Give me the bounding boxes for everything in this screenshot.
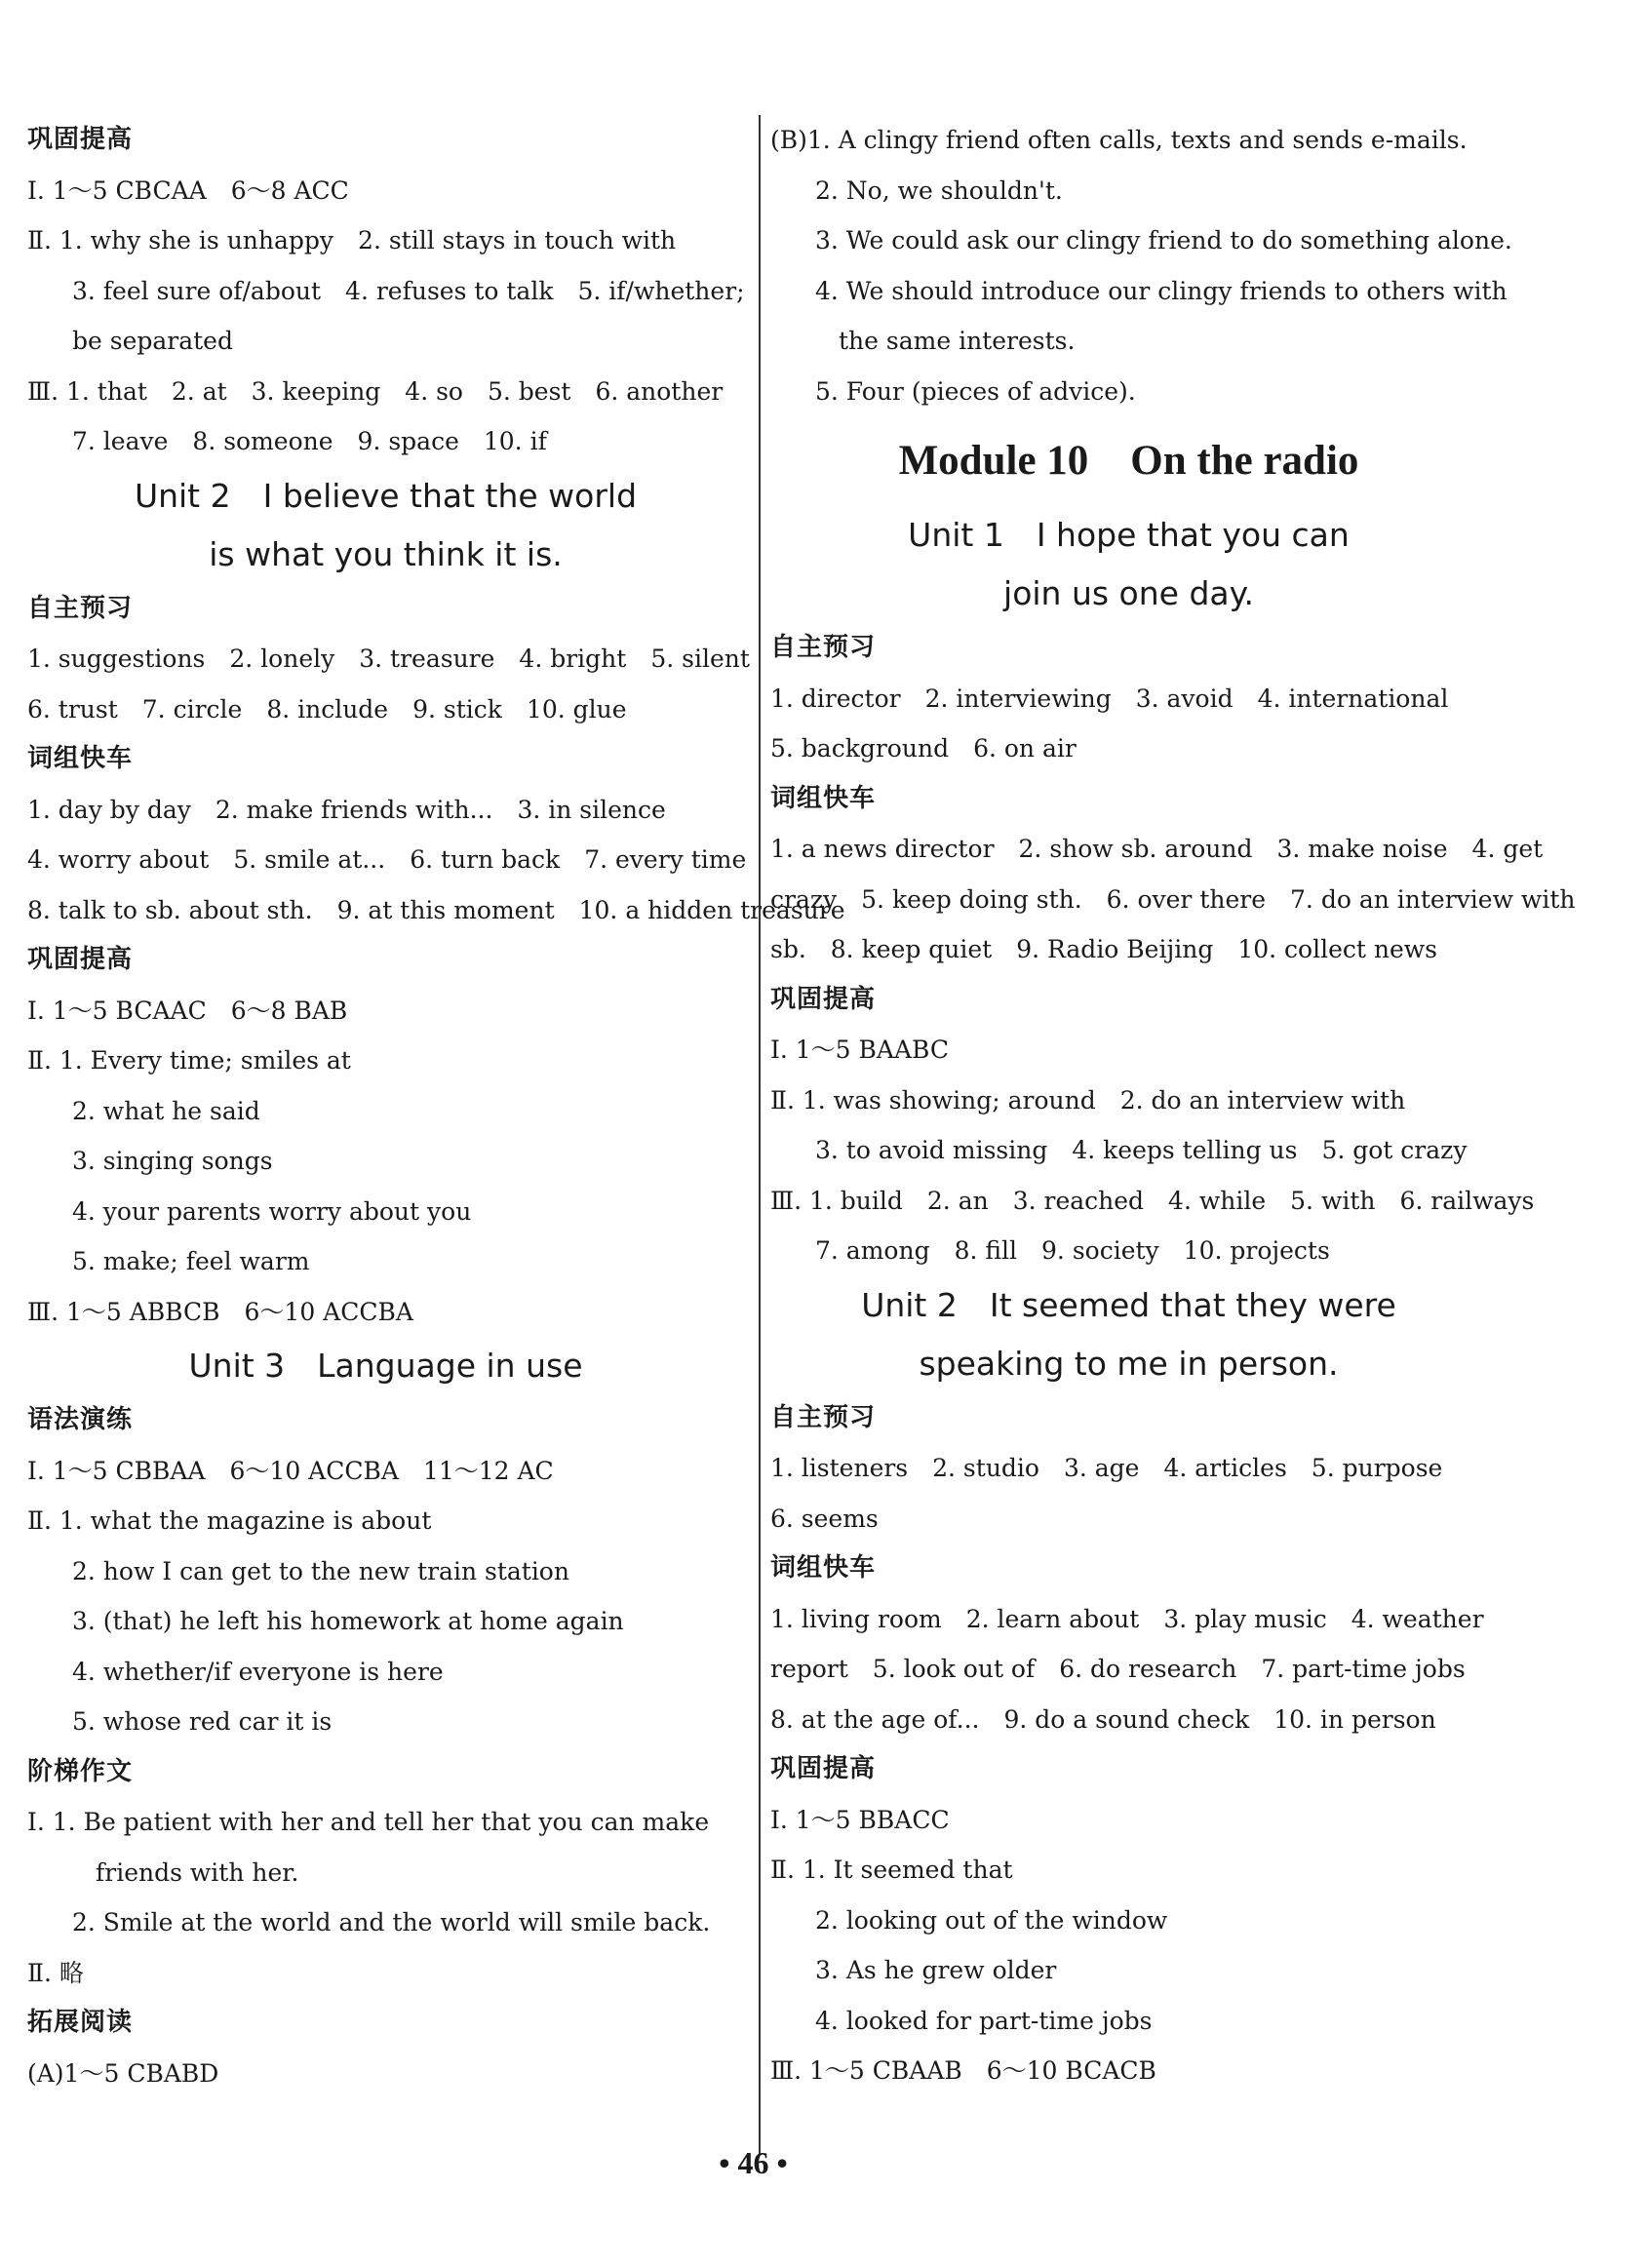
section-heading: 巩固提高 [770, 1754, 877, 1783]
answer-line: 2. looking out of the window [815, 1905, 1168, 1935]
answer-line: 2. what he said [72, 1096, 260, 1125]
answer-line: 6. seems [770, 1504, 879, 1533]
answer-line: Ⅰ. 1. Be patient with her and tell her that you can make [27, 1808, 710, 1836]
section-heading: 词组快车 [770, 783, 877, 813]
answer-line: Ⅱ. 1. Every time; smiles at [27, 1046, 351, 1075]
answer-line: 6. trust 7. circle 8. include 9. stick 10. glue [27, 694, 627, 723]
section-heading: 巩固提高 [27, 125, 134, 154]
answer-line: 4. worry about 5. smile at... 6. turn back 7. every time [27, 845, 747, 874]
answer-line: Ⅲ. 1～5 CBAAB 6～10 BCACB [770, 2056, 1156, 2085]
answer-line: 1. listeners 2. studio 3. age 4. articles 5. purpose [770, 1454, 1443, 1482]
column-divider [759, 115, 761, 2155]
page-number: • 46 • [719, 2145, 788, 2180]
answer-line: 1. suggestions 2. lonely 3. treasure 4. bright 5. silent [27, 645, 750, 673]
answer-line: 3. (that) he left his homework at home again [72, 1607, 624, 1635]
answer-line: 5. whose red car it is [72, 1707, 333, 1736]
answer-line: friends with her. [96, 1857, 299, 1887]
section-heading: 自主预习 [770, 633, 877, 662]
answer-line: (A)1～5 CBABD [27, 2058, 219, 2088]
answer-line: the same interests. [839, 327, 1076, 355]
answer-line: 5. Four (pieces of advice). [815, 376, 1136, 406]
answer-line: 3. We could ask our clingy friend to do something alone. [815, 226, 1512, 254]
unit-title: Unit 2 I believe that the world [134, 476, 638, 515]
unit-title: Unit 1 I hope that you can [908, 516, 1350, 554]
answer-line: Ⅰ. 1～5 CBCAA 6～8 ACC [27, 176, 349, 205]
answer-line: Ⅰ. 1～5 BAABC [770, 1036, 949, 1064]
answer-line: Ⅱ. 1. why she is unhappy 2. still stays in touch with [27, 226, 677, 254]
unit-title: join us one day. [1003, 574, 1254, 612]
unit-title: is what you think it is. [209, 534, 563, 573]
answer-line: 5. make; feel warm [72, 1247, 310, 1275]
answer-line: 3. feel sure of/about 4. refuses to talk 5. if/whether; [72, 276, 745, 305]
answer-line: Ⅱ. 1. was showing; around 2. do an interview with [770, 1085, 1406, 1114]
answer-line: 7. among 8. fill 9. society 10. projects [815, 1236, 1330, 1265]
section-heading: 自主预习 [27, 593, 134, 623]
answer-line: Ⅱ. 略 [27, 1958, 84, 1987]
answer-line: 4. whether/if everyone is here [72, 1657, 444, 1686]
answer-line: 3. to avoid missing 4. keeps telling us 5. got crazy [815, 1136, 1468, 1164]
answer-line: 3. As he grew older [815, 1956, 1057, 1984]
answer-line: 5. background 6. on air [770, 734, 1077, 763]
answer-line: 4. your parents worry about you [72, 1196, 472, 1226]
section-heading: 巩固提高 [27, 945, 134, 974]
answer-line: 8. talk to sb. about sth. 9. at this moment 10. a hidden treasure [27, 895, 845, 924]
right-column [770, 115, 1576, 2096]
section-heading: 阶梯作文 [27, 1756, 134, 1786]
answer-line: be separated [72, 327, 233, 355]
answer-line: Ⅲ. 1. build 2. an 3. reached 4. while 5. with 6. railways [770, 1186, 1535, 1215]
answer-line: 1. living room 2. learn about 3. play music 4. weather [770, 1604, 1484, 1633]
answer-line: report 5. look out of 6. do research 7. part-time jobs [770, 1655, 1466, 1683]
answer-line: 1. director 2. interviewing 3. avoid 4. international [770, 684, 1449, 713]
section-heading: 语法演练 [27, 1405, 134, 1434]
answer-line: Ⅲ. 1～5 ABBCB 6～10 ACCBA [27, 1297, 413, 1326]
answer-line: crazy 5. keep doing sth. 6. over there 7. do an interview with [770, 884, 1576, 914]
answer-line: Ⅱ. 1. It seemed that [770, 1856, 1013, 1884]
answer-line: Ⅰ. 1～5 BCAAC 6～8 BAB [27, 996, 348, 1025]
answer-line: 2. No, we shouldn't. [815, 176, 1063, 205]
answer-line: 7. leave 8. someone 9. space 10. if [72, 427, 547, 455]
answer-line: 1. day by day 2. make friends with... 3. in silence [27, 795, 666, 824]
answer-line: 1. a news director 2. show sb. around 3. make noise 4. get [770, 835, 1544, 863]
answer-line: 3. singing songs [72, 1147, 273, 1175]
answer-line: Ⅱ. 1. what the magazine is about [27, 1506, 432, 1535]
module-title: Module 10 On the radio [898, 438, 1359, 484]
answer-line: 4. We should introduce our clingy friends to others with [815, 276, 1508, 305]
section-heading: 自主预习 [770, 1402, 877, 1432]
unit-title: Unit 2 It seemed that they were [861, 1285, 1396, 1324]
unit-title: speaking to me in person. [919, 1344, 1339, 1383]
unit-title: Unit 3 Language in use [188, 1347, 583, 1385]
answer-line: 8. at the age of... 9. do a sound check 10. in person [770, 1704, 1436, 1734]
answer-line: (B)1. A clingy friend often calls, texts and sends e-mails. [770, 126, 1468, 154]
answer-line: Ⅰ. 1～5 BBACC [770, 1805, 950, 1834]
answer-line: 2. how I can get to the new train station [72, 1556, 569, 1585]
section-heading: 词组快车 [27, 744, 134, 773]
section-heading: 词组快车 [770, 1553, 877, 1583]
answer-line: 2. Smile at the world and the world will smile back. [72, 1908, 711, 1936]
section-heading: 巩固提高 [770, 984, 877, 1014]
answer-line: Ⅲ. 1. that 2. at 3. keeping 4. so 5. best 6. another [27, 376, 724, 406]
section-heading: 拓展阅读 [27, 2008, 134, 2037]
answer-line: 4. looked for part-time jobs [815, 2006, 1153, 2035]
answer-line: Ⅰ. 1～5 CBBAA 6～10 ACCBA 11～12 AC [27, 1456, 554, 1485]
answer-line: sb. 8. keep quiet 9. Radio Beijing 10. collect news [770, 935, 1437, 963]
